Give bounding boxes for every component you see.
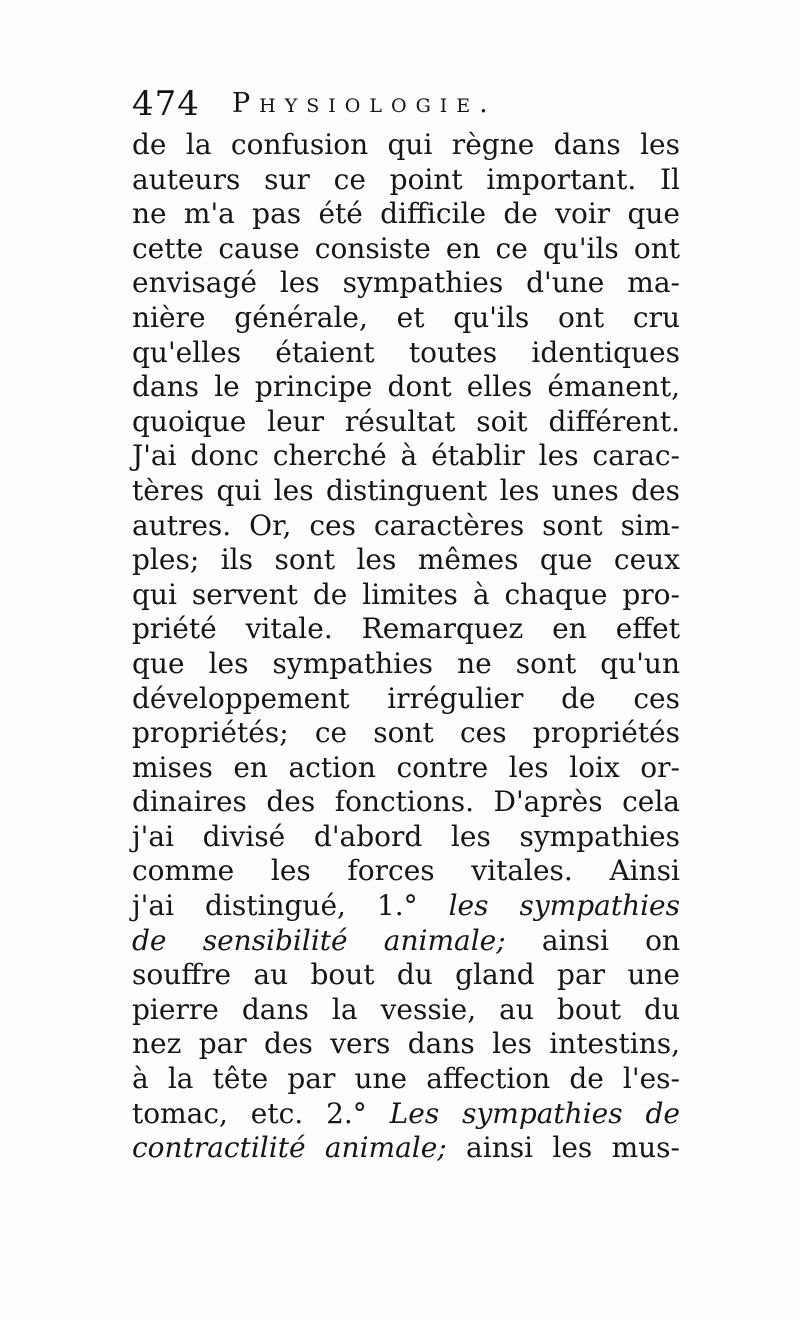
italic-text: de sensibilité animale; bbox=[132, 923, 506, 957]
text-line bbox=[132, 647, 680, 682]
text-line bbox=[132, 128, 680, 163]
text-line bbox=[132, 1027, 680, 1062]
body-text bbox=[132, 128, 680, 1166]
text-segment: ne m'a pas été difficile de voir que bbox=[132, 197, 680, 231]
text-line bbox=[132, 889, 680, 924]
text-segment: priété vitale. Remarquez en effet bbox=[132, 612, 680, 646]
text-segment: souffre au bout du gland par une bbox=[132, 958, 680, 992]
italic-text: les sympathies bbox=[448, 889, 680, 923]
italic-text: Les sympathies de bbox=[389, 1096, 680, 1130]
text-line bbox=[132, 197, 680, 232]
running-title: Physiologie. bbox=[232, 88, 497, 119]
text-line bbox=[132, 474, 680, 509]
text-line bbox=[132, 266, 680, 301]
text-line bbox=[132, 993, 680, 1028]
text-line bbox=[132, 336, 680, 371]
text-line bbox=[132, 301, 680, 336]
text-segment: cette cause consiste en ce qu'ils ont bbox=[132, 231, 680, 265]
text-segment: autres. Or, ces caractères sont sim- bbox=[132, 508, 680, 542]
text-line bbox=[132, 924, 680, 959]
text-line bbox=[132, 612, 680, 647]
text-segment: propriétés; ce sont ces propriétés bbox=[132, 716, 680, 750]
text-segment: nière générale, et qu'ils ont cru bbox=[132, 300, 680, 334]
italic-text: contractilité animale; bbox=[132, 1131, 447, 1165]
text-line bbox=[132, 543, 680, 578]
text-segment: pierre dans la vessie, au bout du bbox=[132, 992, 680, 1026]
text-line bbox=[132, 1062, 680, 1097]
text-segment: de la confusion qui règne dans les bbox=[132, 128, 680, 161]
text-line bbox=[132, 682, 680, 717]
text-segment: tères qui les distinguent les unes des bbox=[132, 473, 680, 507]
text-segment: dinaires des fonctions. D'après cela bbox=[132, 785, 680, 819]
text-segment: ainsi on bbox=[505, 923, 681, 957]
text-line bbox=[132, 232, 680, 267]
text-segment: mises en action contre les loix or- bbox=[132, 750, 680, 784]
text-line bbox=[132, 958, 680, 993]
text-segment: tomac, etc. 2.° bbox=[132, 1096, 390, 1130]
text-line bbox=[132, 163, 680, 198]
text-segment: comme les forces vitales. Ainsi bbox=[132, 854, 680, 888]
text-segment: qu'elles étaient toutes identiques bbox=[132, 335, 680, 369]
text-line bbox=[132, 1131, 680, 1166]
text-segment: que les sympathies ne sont qu'un bbox=[132, 646, 680, 680]
page-number: 474 bbox=[132, 84, 200, 124]
text-segment: J'ai donc cherché à établir les carac- bbox=[132, 439, 680, 473]
text-segment: développement irrégulier de ces bbox=[132, 681, 680, 715]
text-segment: dans le principe dont elles émanent, bbox=[132, 370, 680, 404]
text-line bbox=[132, 716, 680, 751]
text-line bbox=[132, 751, 680, 786]
text-segment: j'ai distingué, 1.° bbox=[132, 889, 449, 923]
text-line bbox=[132, 820, 680, 855]
text-segment: j'ai divisé d'abord les sympathies bbox=[132, 819, 680, 853]
text-line bbox=[132, 370, 680, 405]
text-line bbox=[132, 439, 680, 474]
text-segment: ainsi les mus- bbox=[446, 1131, 681, 1165]
text-line bbox=[132, 578, 680, 613]
text-segment: nez par des vers dans les intestins, bbox=[132, 1027, 680, 1061]
text-line bbox=[132, 785, 680, 820]
text-line bbox=[132, 405, 680, 440]
text-line bbox=[132, 1097, 680, 1132]
text-segment: quoique leur résultat soit différent. bbox=[132, 404, 680, 438]
text-segment: envisagé les sympathies d'une ma- bbox=[132, 266, 680, 300]
text-line bbox=[132, 854, 680, 889]
text-segment: auteurs sur ce point important. Il bbox=[132, 162, 680, 196]
text-segment: ples; ils sont les mêmes que ceux bbox=[132, 543, 680, 577]
text-segment: qui servent de limites à chaque pro- bbox=[132, 577, 680, 611]
text-line bbox=[132, 509, 680, 544]
page-header bbox=[132, 84, 692, 130]
text-segment: à la tête par une affection de l'es- bbox=[132, 1062, 680, 1096]
